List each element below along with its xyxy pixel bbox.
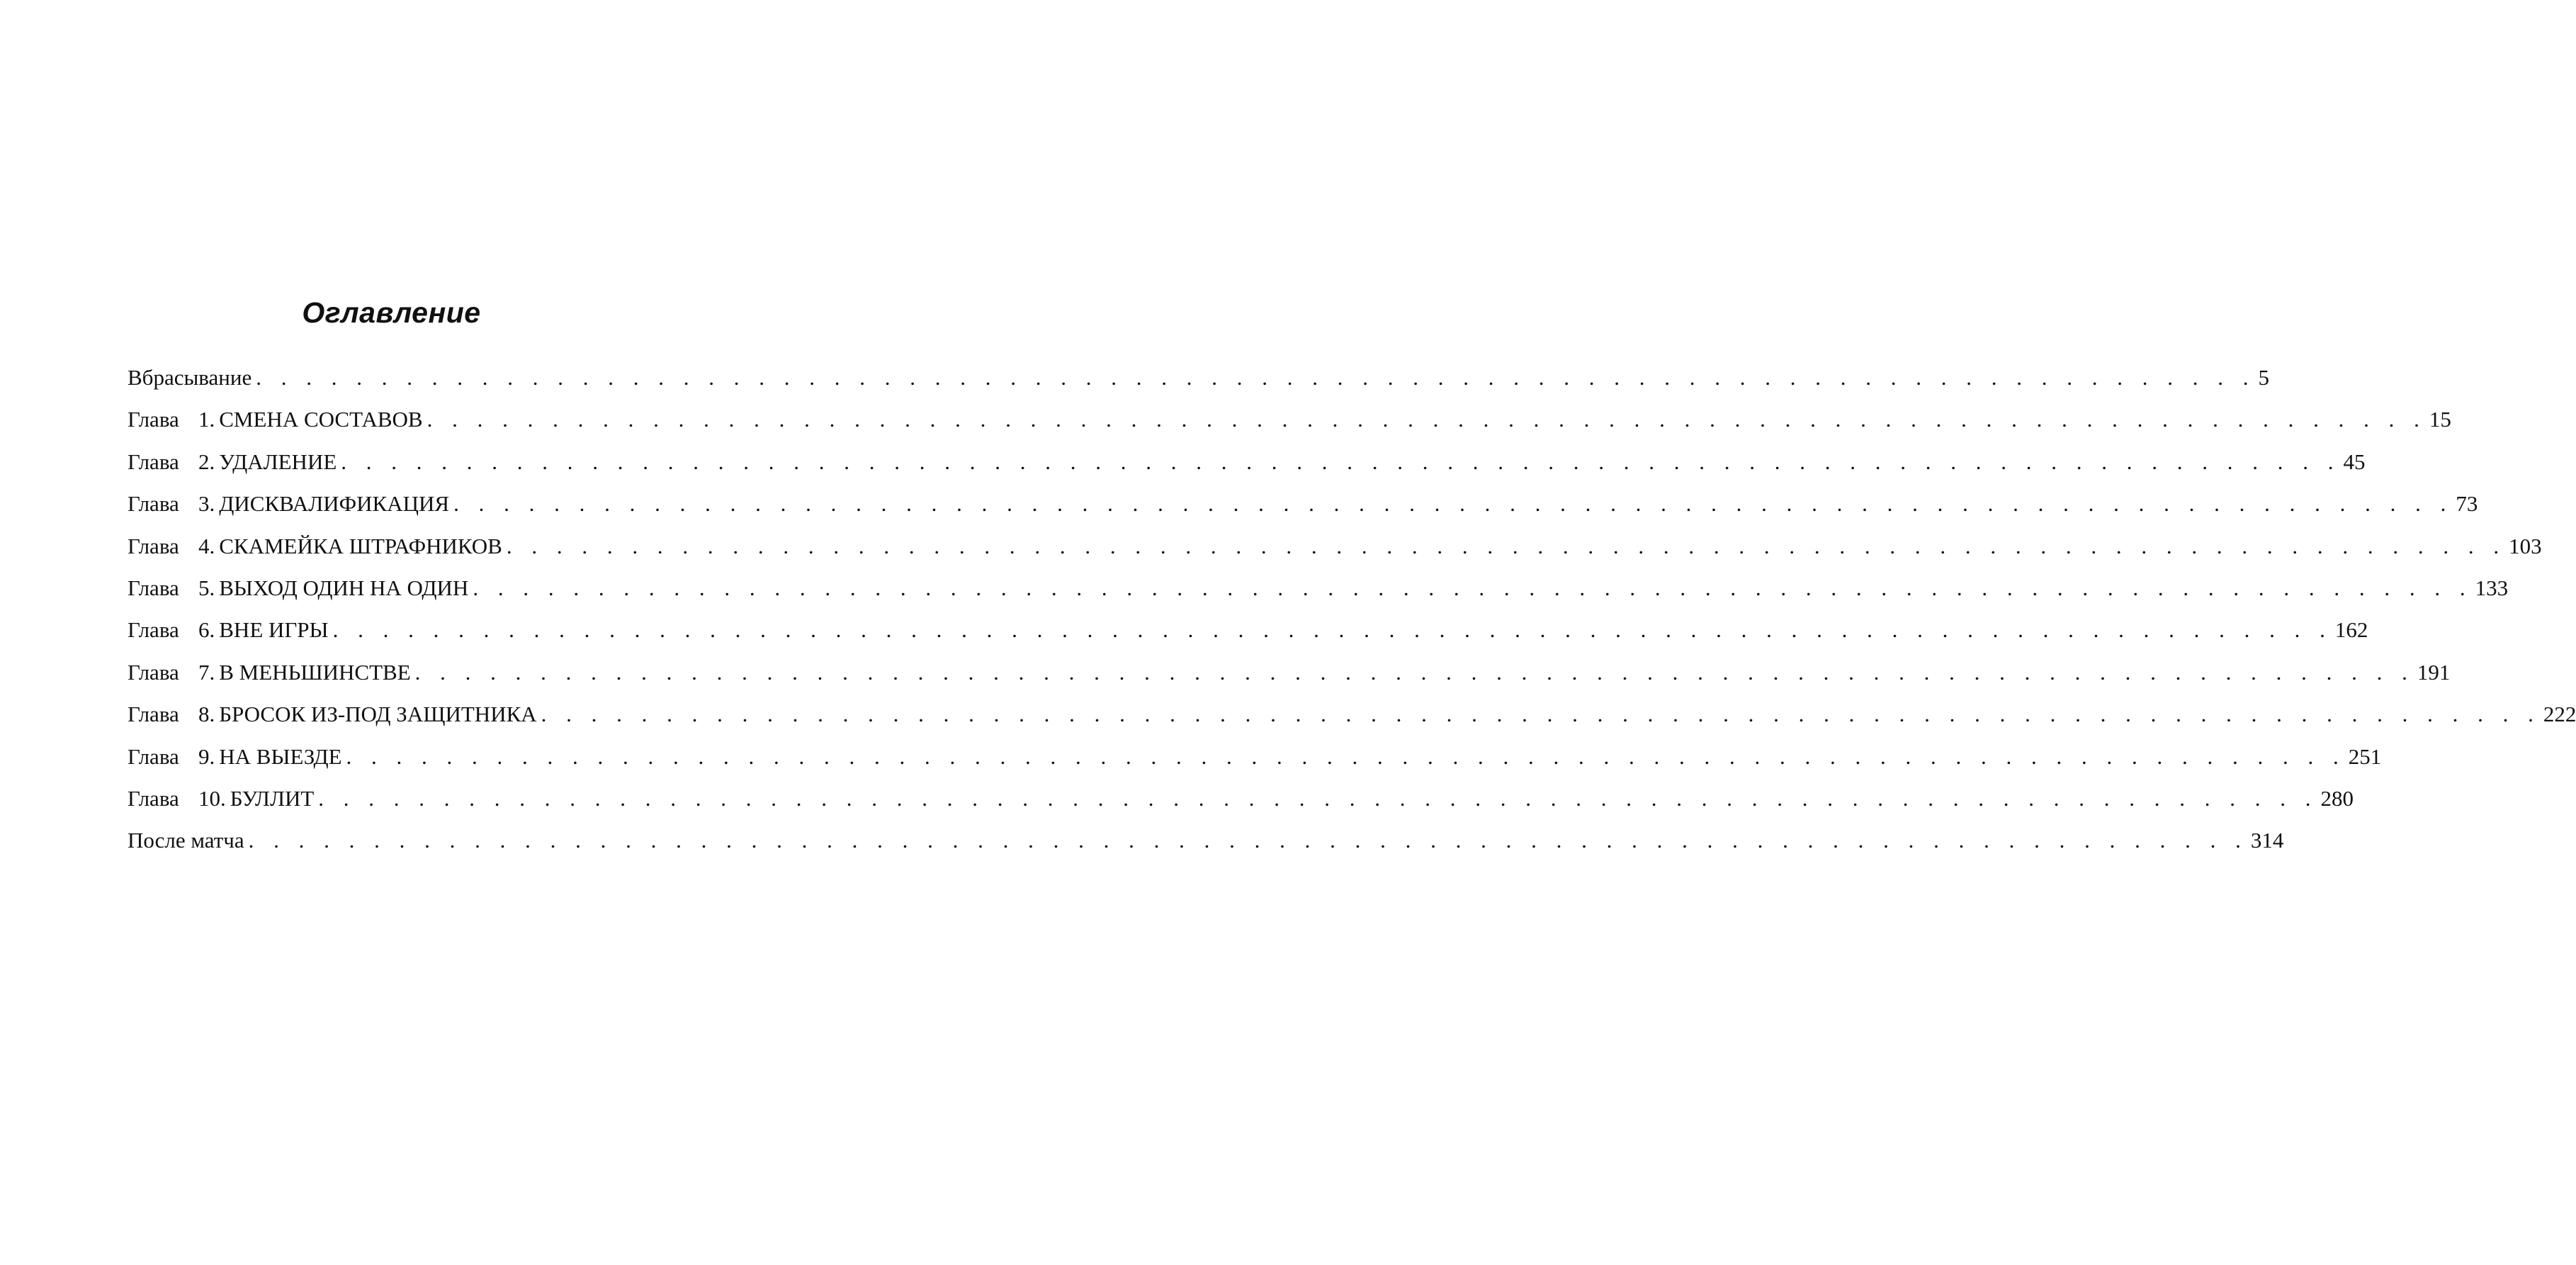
toc-leader-dots: . . . . . . . . . . . . . . . . . . . . . . . . . . . . . . . . . . . . . . . . . . . . . . . . . . . . . . . . . . . . . . . . . . . . . . . . . . . . . . . . xyxy=(426,407,2427,432)
toc-entry-page-number: 103 xyxy=(2509,533,2542,558)
toc-entry[interactable] xyxy=(128,617,2368,659)
toc-leader-dots: . . . . . . . . . . . . . . . . . . . . . . . . . . . . . . . . . . . . . . . . . . . . . . . . . . . . . . . . . . . . . . . . . . . . . . . . . . . . . . . . xyxy=(473,575,2473,600)
toc-leader-dots: . . . . . . . . . . . . . . . . . . . . . . . . . . . . . . . . . . . . . . . . . . . . . . . . . . . . . . . . . . . . . . . . . . . . . . . . . . . . . . . . xyxy=(506,533,2507,558)
toc-entry-number: 2. xyxy=(198,449,215,474)
toc-leader-dots: . . . . . . . . . . . . . . . . . . . . . . . . . . . . . . . . . . . . . . . . . . . . . . . . . . . . . . . . . . . . . . . . . . . . . . . . . . . . . . . . xyxy=(453,491,2453,517)
toc-entry-title: ВНЕ ИГРЫ xyxy=(219,617,329,643)
toc-entry[interactable] xyxy=(128,575,2509,617)
toc-entry-title: Вбрасывание xyxy=(128,365,252,390)
toc-entry-prefix: Глава xyxy=(128,702,179,727)
toc-entry-number: 8. xyxy=(198,702,215,727)
toc-entry-prefix: Глава xyxy=(128,449,179,474)
toc-entry-title: НА ВЫЕЗДЕ xyxy=(219,743,342,769)
toc-entry-number: 3. xyxy=(198,491,215,517)
toc-entry-prefix: Глава xyxy=(128,743,179,769)
toc-entry-title: В МЕНЬШИНСТВЕ xyxy=(219,659,411,685)
toc-entry-number: 5. xyxy=(198,575,215,600)
table-of-contents xyxy=(128,365,2576,870)
toc-entry-title: БРОСОК ИЗ-ПОД ЗАЩИТНИКА xyxy=(219,702,537,727)
toc-entry-title: СМЕНА СОСТАВОВ xyxy=(219,407,423,432)
toc-entry-page-number: 73 xyxy=(2456,491,2478,517)
toc-entry-prefix: Глава xyxy=(128,659,179,685)
toc-leader-dots: . . . . . . . . . . . . . . . . . . . . . . . . . . . . . . . . . . . . . . . . . . . . . . . . . . . . . . . . . . . . . . . . . . . . . . . . . . . . . . . . xyxy=(332,617,2332,643)
toc-entry-page-number: 162 xyxy=(2334,617,2368,643)
toc-leader-dots: . . . . . . . . . . . . . . . . . . . . . . . . . . . . . . . . . . . . . . . . . . . . . . . . . . . . . . . . . . . . . . . . . . . . . . . . . . . . . . . . xyxy=(346,743,2346,769)
toc-entry-page-number: 191 xyxy=(2417,659,2451,685)
toc-entry[interactable] xyxy=(128,702,2576,743)
toc-leader-dots: . . . . . . . . . . . . . . . . . . . . . . . . . . . . . . . . . . . . . . . . . . . . . . . . . . . . . . . . . . . . . . . . . . . . . . . . . . . . . . . . xyxy=(541,702,2541,727)
toc-entry-prefix: Глава xyxy=(128,617,179,643)
toc-entry-page-number: 5 xyxy=(2258,365,2269,390)
toc-leader-dots: . . . . . . . . . . . . . . . . . . . . . . . . . . . . . . . . . . . . . . . . . . . . . . . . . . . . . . . . . . . . . . . . . . . . . . . . . . . . . . . . xyxy=(318,785,2318,811)
toc-entry[interactable] xyxy=(128,449,2366,491)
toc-entry-page-number: 280 xyxy=(2320,785,2354,811)
page-title: Оглавление xyxy=(302,296,481,329)
toc-leader-dots: . . . . . . . . . . . . . . . . . . . . . . . . . . . . . . . . . . . . . . . . . . . . . . . . . . . . . . . . . . . . . . . . . . . . . . . . . . . . . . . . xyxy=(414,659,2414,685)
toc-entry-number: 10. xyxy=(198,785,226,811)
toc-entry[interactable] xyxy=(128,828,2284,870)
toc-entry-number: 9. xyxy=(198,743,215,769)
toc-entry[interactable] xyxy=(128,659,2451,702)
toc-leader-dots: . . . . . . . . . . . . . . . . . . . . . . . . . . . . . . . . . . . . . . . . . . . . . . . . . . . . . . . . . . . . . . . . . . . . . . . . . . . . . . . . xyxy=(341,449,2341,474)
toc-entry[interactable] xyxy=(128,407,2451,449)
toc-entry-prefix: Глава xyxy=(128,575,179,600)
toc-entry-title: УДАЛЕНИЕ xyxy=(219,449,337,474)
toc-entry-prefix: Глава xyxy=(128,785,179,811)
toc-entry-title: ДИСКВАЛИФИКАЦИЯ xyxy=(219,491,450,517)
toc-entry[interactable] xyxy=(128,743,2382,786)
toc-entry-number: 4. xyxy=(198,533,215,558)
toc-entry[interactable] xyxy=(128,365,2269,407)
toc-entry-number: 7. xyxy=(198,659,215,685)
toc-leader-dots: . . . . . . . . . . . . . . . . . . . . . . . . . . . . . . . . . . . . . . . . . . . . . . . . . . . . . . . . . . . . . . . . . . . . . . . . . . . . . . . . xyxy=(248,828,2248,853)
toc-entry-prefix: Глава xyxy=(128,407,179,432)
toc-entry-number: 1. xyxy=(198,407,215,432)
toc-entry-prefix: Глава xyxy=(128,491,179,517)
toc-entry-title: После матча xyxy=(128,828,244,853)
toc-entry-page-number: 133 xyxy=(2475,575,2509,600)
toc-entry[interactable] xyxy=(128,491,2478,533)
toc-entry-page-number: 314 xyxy=(2250,828,2284,853)
toc-entry-title: БУЛЛИТ xyxy=(230,785,315,811)
toc-entry-page-number: 45 xyxy=(2343,449,2366,474)
toc-entry[interactable] xyxy=(128,533,2542,575)
toc-entry-title: ВЫХОД ОДИН НА ОДИН xyxy=(219,575,469,600)
toc-leader-dots: . . . . . . . . . . . . . . . . . . . . . . . . . . . . . . . . . . . . . . . . . . . . . . . . . . . . . . . . . . . . . . . . . . . . . . . . . . . . . . . . xyxy=(256,365,2256,390)
toc-entry[interactable] xyxy=(128,785,2354,828)
toc-entry-page-number: 222 xyxy=(2543,702,2576,727)
toc-entry-page-number: 15 xyxy=(2429,407,2451,432)
toc-entry-prefix: Глава xyxy=(128,533,179,558)
toc-entry-title: СКАМЕЙКА ШТРАФНИКОВ xyxy=(219,533,502,558)
toc-entry-page-number: 251 xyxy=(2348,743,2382,769)
toc-entry-number: 6. xyxy=(198,617,215,643)
